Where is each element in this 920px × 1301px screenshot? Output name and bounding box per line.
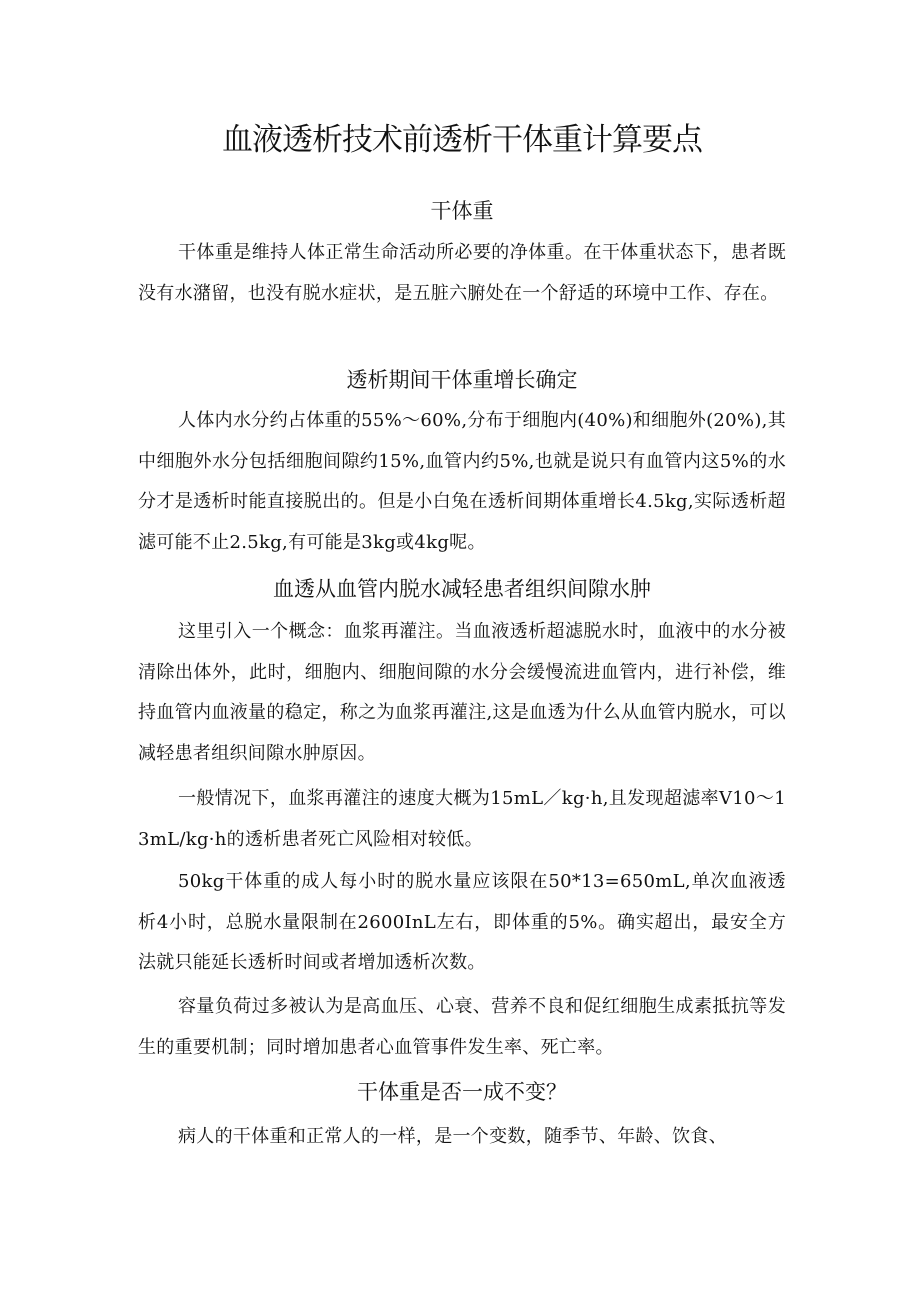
section-heading-dry-weight: 干体重 <box>430 199 494 223</box>
section-heading-dry-weight-variable: 干体重是否一成不变？ <box>357 1080 567 1104</box>
paragraph-dry-weight-variable: 病人的干体重和正常人的一样，是一个变数，随季节、年龄、饮食、 <box>178 1126 727 1147</box>
paragraph-volume-overload: 容量负荷过多被认为是高血压、心衰、营养不良和促红细胞生成素抵抗等发生的重要机制；同时增加患者心血管事件发生率、死亡率。 <box>138 996 786 1058</box>
document-title: 血液透析技术前透析干体重计算要点 <box>222 122 702 158</box>
section-heading-dehydration: 血透从血管内脱水减轻患者组织间隙水肿 <box>273 577 651 601</box>
paragraph-refill-rate: 一般情况下，血浆再灌注的速度大概为15mL／kg·h,且发现超滤率V10～13mL/kg·h的透析患者死亡风险相对较低。 <box>138 788 786 850</box>
paragraph-body-water-distribution: 人体内水分约占体重的55%～60%,分布于细胞内(40%)和细胞外(20%),其中细胞外水分包括细胞间隙约15%,血管内约5%,也就是说只有血管内这5%的水分才是透析时能直接脱出的。但是小白兔在透析间期体重增长4.5kg,实际透析超滤可能不止2.5kg,有可能是3kg或4kg呢。 <box>138 410 786 553</box>
paragraph-dry-weight-definition: 干体重是维持人体正常生命活动所必要的净体重。在干体重状态下，患者既没有水潴留，也没有脱水症状，是五脏六腑处在一个舒适的环境中工作、存在。 <box>138 242 786 304</box>
section-heading-weight-gain: 透析期间干体重增长确定 <box>346 368 578 392</box>
paragraph-plasma-refilling: 这里引入一个概念：血浆再灌注。当血液透析超滤脱水时，血液中的水分被清除出体外，此时，细胞内、细胞间隙的水分会缓慢流进血管内，进行补偿，维持血管内血液量的稳定，称之为血浆再灌注,这是血透为什么从血管内脱水，可以减轻患者组织间隙水肿原因。 <box>138 621 786 764</box>
paragraph-dehydration-limit: 50kg干体重的成人每小时的脱水量应该限在50*13=650mL,单次血液透析4小时，总脱水量限制在2600InL左右，即体重的5%。确实超出，最安全方法就只能延长透析时间或者增加透析次数。 <box>138 871 786 973</box>
